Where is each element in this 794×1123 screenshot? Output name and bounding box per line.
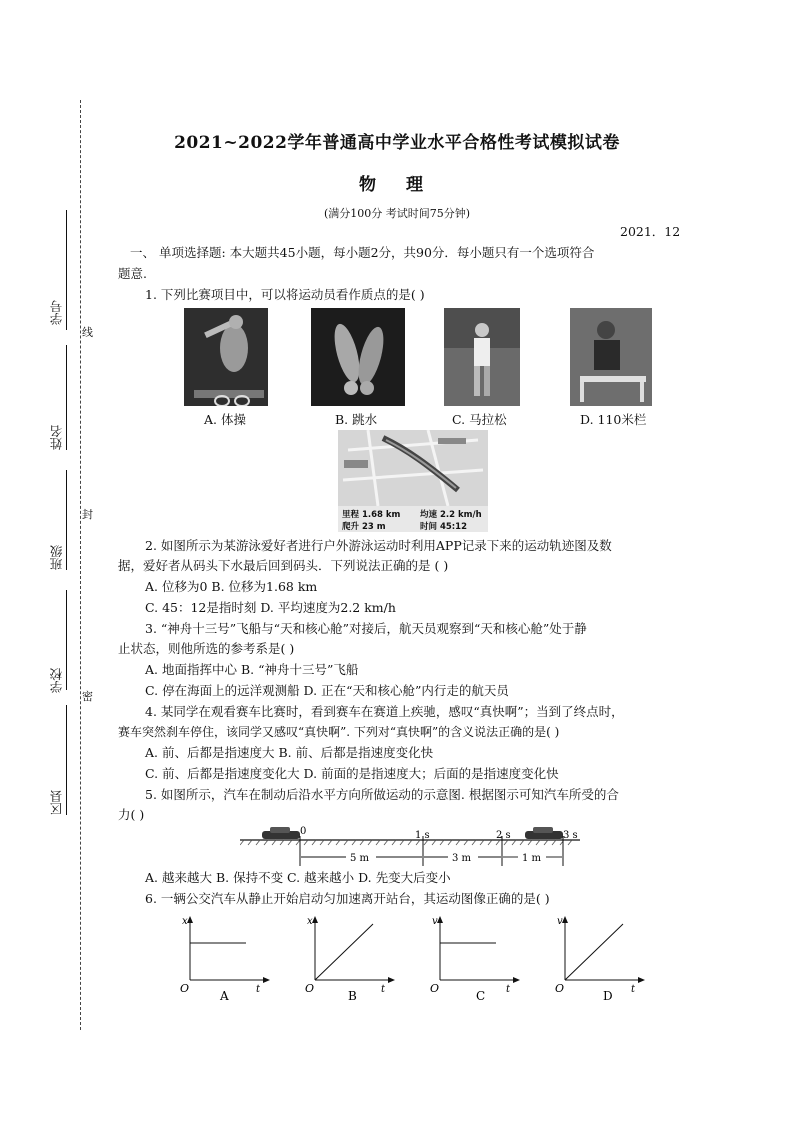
exam-date: 2021．12 xyxy=(620,224,681,239)
map-avg-speed: 均速 2.2 km/h xyxy=(420,510,482,520)
q6-graph-c[interactable] xyxy=(428,912,523,1007)
seal-char-seal: 封 xyxy=(82,508,93,521)
q3-options-cd[interactable]: C. 停在海面上的远洋观测船 D. 正在“天和核心舱”内行走的航天员 xyxy=(145,683,509,698)
braking-car-diagram xyxy=(240,822,585,866)
tick-1s: 1 s xyxy=(415,830,430,841)
svg-text:x: x xyxy=(182,916,188,927)
car-start-icon xyxy=(262,827,300,839)
seal-char-line: 线 xyxy=(82,326,93,339)
q6-label-d: D xyxy=(603,989,613,1003)
q2-options-cd[interactable]: C. 45：12是指时刻 D. 平均速度为2.2 km/h xyxy=(145,600,396,615)
field-school-line[interactable] xyxy=(66,590,67,690)
svg-text:t: t xyxy=(506,984,511,995)
q2-stem-line2: 据，爱好者从码头下水最后回到码头．下列说法正确的是 ( ) xyxy=(118,558,449,573)
svg-text:O: O xyxy=(430,982,440,995)
q1-option-b[interactable]: B. 跳水 xyxy=(335,412,378,427)
q1-option-c[interactable]: C. 马拉松 xyxy=(452,412,507,427)
field-district-label: 区县 xyxy=(49,790,64,815)
q4-stem-line2: 赛车突然刹车停住，该同学又感叹“真快啊”. 下列对“真快啊”的含义说法正确的是( ) xyxy=(118,725,560,739)
svg-text:O: O xyxy=(180,982,190,995)
svg-text:v: v xyxy=(432,916,438,927)
q2-stem-line1: 2. 如图所示为某游泳爱好者进行户外游泳运动时利用APP记录下来的运动轨迹图及数 xyxy=(145,538,612,553)
q1-option-a[interactable]: A. 体操 xyxy=(204,412,246,427)
photo-diving xyxy=(311,308,405,406)
map-distance: 里程 1.68 km xyxy=(342,510,401,520)
swim-track-map xyxy=(338,430,488,532)
map-climb: 爬升 23 m xyxy=(342,522,386,532)
field-school-label: 学校 xyxy=(49,668,64,693)
map-time: 时间 45:12 xyxy=(420,522,468,532)
field-class-label: 班级 xyxy=(49,545,64,570)
field-name-label: 姓名 xyxy=(49,425,64,450)
binding-dashed-line xyxy=(80,100,81,1030)
q2-options-ab[interactable]: A. 位移为0 B. 位移为1.68 km xyxy=(145,579,318,594)
q6-graph-b[interactable] xyxy=(303,912,398,1007)
q6-label-b: B xyxy=(348,989,357,1003)
q4-options-ab[interactable]: A. 前、后都是指速度大 B. 前、后都是指速度变化快 xyxy=(145,745,434,760)
q4-options-cd[interactable]: C. 前、后都是指速度变化大 D. 前面的是指速度大；后面的是指速度变化快 xyxy=(145,766,559,781)
q3-stem-line1: 3. “神舟十三号”飞船与“天和核心舱”对接后，航天员观察到“天和核心舱”处于静 xyxy=(145,621,587,636)
q3-options-ab[interactable]: A. 地面指挥中心 B. “神舟十三号”飞船 xyxy=(145,662,359,677)
photo-hurdles xyxy=(570,308,652,406)
segment-3m: 3 m xyxy=(452,853,472,864)
q5-stem-line1: 5. 如图所示，汽车在制动后沿水平方向所做运动的示意图. 根据图示可知汽车所受的合 xyxy=(145,787,619,802)
tick-3s: 3 s xyxy=(563,830,578,841)
q6-graph-a[interactable] xyxy=(178,912,273,1007)
exam-title: 2021~2022学年普通高中学业水平合格性考试模拟试卷 xyxy=(174,133,620,153)
svg-text:t: t xyxy=(256,984,261,995)
car-end-icon xyxy=(525,827,563,839)
tick-2s: 2 s xyxy=(496,830,511,841)
svg-text:v: v xyxy=(557,916,563,927)
photo-marathon xyxy=(444,308,520,406)
segment-1m: 1 m xyxy=(522,853,542,864)
subject-title: 物 理 xyxy=(359,175,435,195)
field-district-line[interactable] xyxy=(66,705,67,815)
segment-5m: 5 m xyxy=(350,853,370,864)
q3-stem-line2: 止状态，则他所选的参考系是( ) xyxy=(118,641,295,656)
field-class-line[interactable] xyxy=(66,470,67,570)
photo-gymnastics xyxy=(184,308,268,406)
svg-text:t: t xyxy=(631,984,636,995)
svg-text:O: O xyxy=(555,982,565,995)
seal-char-secret: 密 xyxy=(82,690,93,703)
svg-text:O: O xyxy=(305,982,315,995)
q6-label-c: C xyxy=(476,989,486,1003)
score-info: (满分100分 考试时间75分钟) xyxy=(323,207,471,220)
svg-text:x: x xyxy=(307,916,313,927)
q5-options[interactable]: A. 越来越大 B. 保持不变 C. 越来越小 D. 先变大后变小 xyxy=(145,870,451,885)
q4-stem-line1: 4. 某同学在观看赛车比赛时，看到赛车在赛道上疾驰，感叹“真快啊”；当到了终点时， xyxy=(145,704,624,719)
tick-0: 0 xyxy=(300,826,307,837)
q6-label-a: A xyxy=(220,989,229,1003)
q6-graph-d[interactable] xyxy=(553,912,648,1007)
q1-stem: 1. 下列比赛项目中，可以将运动员看作质点的是( ) xyxy=(145,287,425,302)
section-heading-cont: 题意. xyxy=(118,266,147,281)
field-student-id-label: 学号 xyxy=(49,300,64,325)
field-student-id-line[interactable] xyxy=(66,210,67,330)
field-name-line[interactable] xyxy=(66,345,67,450)
svg-text:t: t xyxy=(381,984,386,995)
q1-option-d[interactable]: D. 110米栏 xyxy=(580,412,647,427)
q6-stem: 6. 一辆公交汽车从静止开始启动匀加速离开站台，其运动图像正确的是( ) xyxy=(145,891,550,906)
q5-stem-line2: 力( ) xyxy=(118,807,145,822)
section-heading: 一、 单项选择题: 本大题共45小题，每小题2分，共90分．每小题只有一个选项符合 xyxy=(130,245,595,260)
